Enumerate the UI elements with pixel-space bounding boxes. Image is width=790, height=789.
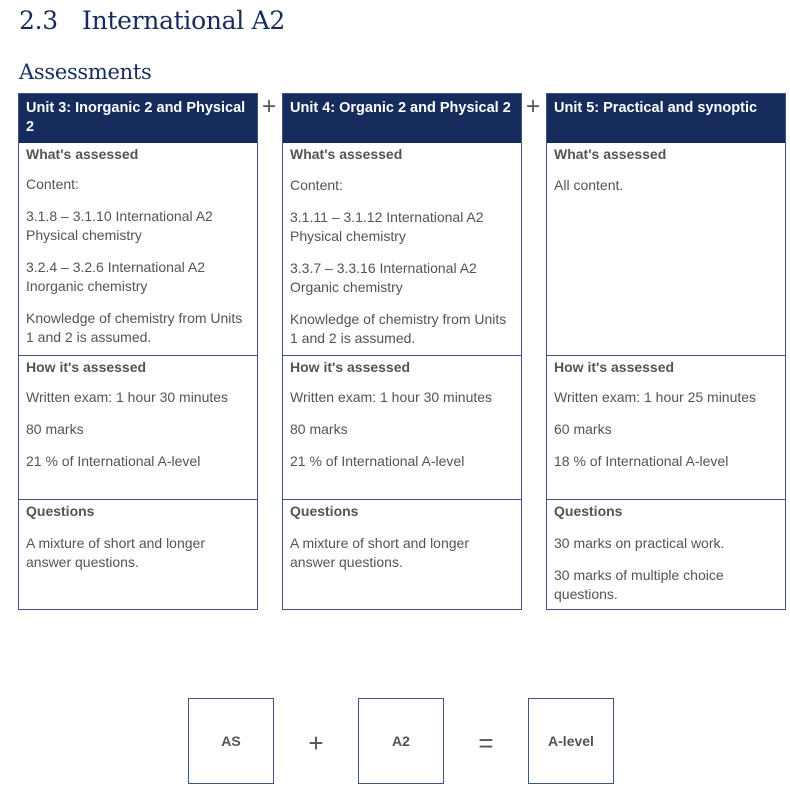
questions-heading: Questions [554,503,623,519]
how-text: 80 marks [290,421,348,437]
how-text: Written exam: 1 hour 30 minutes [290,389,493,405]
questions-text: A mixture of short and longer answer questions. [290,535,469,570]
a-level-box: A-level [528,698,614,784]
how-text: 80 marks [26,421,84,437]
how-text: 21 % of International A-level [26,453,201,469]
content-text: 3.1.8 – 3.1.10 International A2 Physical chemistry [26,208,213,243]
section-heading [19,6,285,35]
section-number: 2.3 [19,6,58,35]
content-text: Knowledge of chemistry from Units 1 and 2 is assumed. [290,311,507,346]
questions-section [547,500,785,604]
equals-operator: = [478,728,494,758]
how-assessed-section [19,356,257,471]
plus-separator: + [261,93,276,120]
whats-assessed-section [547,143,785,195]
questions-heading: Questions [26,503,95,519]
questions-text: 30 marks of multiple choice questions. [554,567,724,602]
content-text: Knowledge of chemistry from Units 1 and 2 is assumed. [26,310,243,345]
questions-text: 30 marks on practical work. [554,535,725,551]
whats-assessed-heading: What's assessed [26,146,139,162]
how-assessed-heading: How it's assessed [554,359,675,375]
whats-assessed-heading: What's assessed [554,146,667,162]
plus-separator: + [525,93,540,120]
unit-5-column [546,93,786,610]
how-text: 60 marks [554,421,612,437]
unit-4-column [282,93,522,610]
content-text: Content: [26,176,79,192]
how-text: Written exam: 1 hour 30 minutes [26,389,229,405]
unit-title: Unit 3: Inorganic 2 and Physical 2 [19,94,257,143]
questions-heading: Questions [290,503,359,519]
section-title: International A2 [82,6,285,35]
assessments-heading: Assessments [19,60,152,84]
content-text: All content. [554,177,624,193]
questions-text: A mixture of short and longer answer questions. [26,535,205,570]
how-assessed-heading: How it's assessed [26,359,147,375]
whats-assessed-heading: What's assessed [290,146,403,162]
how-text: 18 % of International A-level [554,453,729,469]
unit-title: Unit 4: Organic 2 and Physical 2 [283,94,521,143]
content-text: Content: [290,177,343,193]
content-text: 3.3.7 – 3.3.16 International A2 Organic chemistry [290,260,477,295]
unit-3-column [18,93,258,610]
questions-section [283,500,521,572]
content-text: 3.1.11 – 3.1.12 International A2 Physical chemistry [290,209,484,244]
how-text: Written exam: 1 hour 25 minutes [554,389,757,405]
content-text: 3.2.4 – 3.2.6 International A2 Inorganic chemistry [26,259,206,294]
how-assessed-heading: How it's assessed [290,359,411,375]
how-text: 21 % of International A-level [290,453,465,469]
as-box: AS [188,698,274,784]
whats-assessed-section [19,143,257,347]
unit-title: Unit 5: Practical and synoptic [547,94,785,143]
a2-box: A2 [358,698,444,784]
how-assessed-section [283,356,521,471]
whats-assessed-section [283,143,521,348]
plus-operator: + [308,728,324,758]
how-assessed-section [547,356,785,471]
questions-section [19,500,257,572]
